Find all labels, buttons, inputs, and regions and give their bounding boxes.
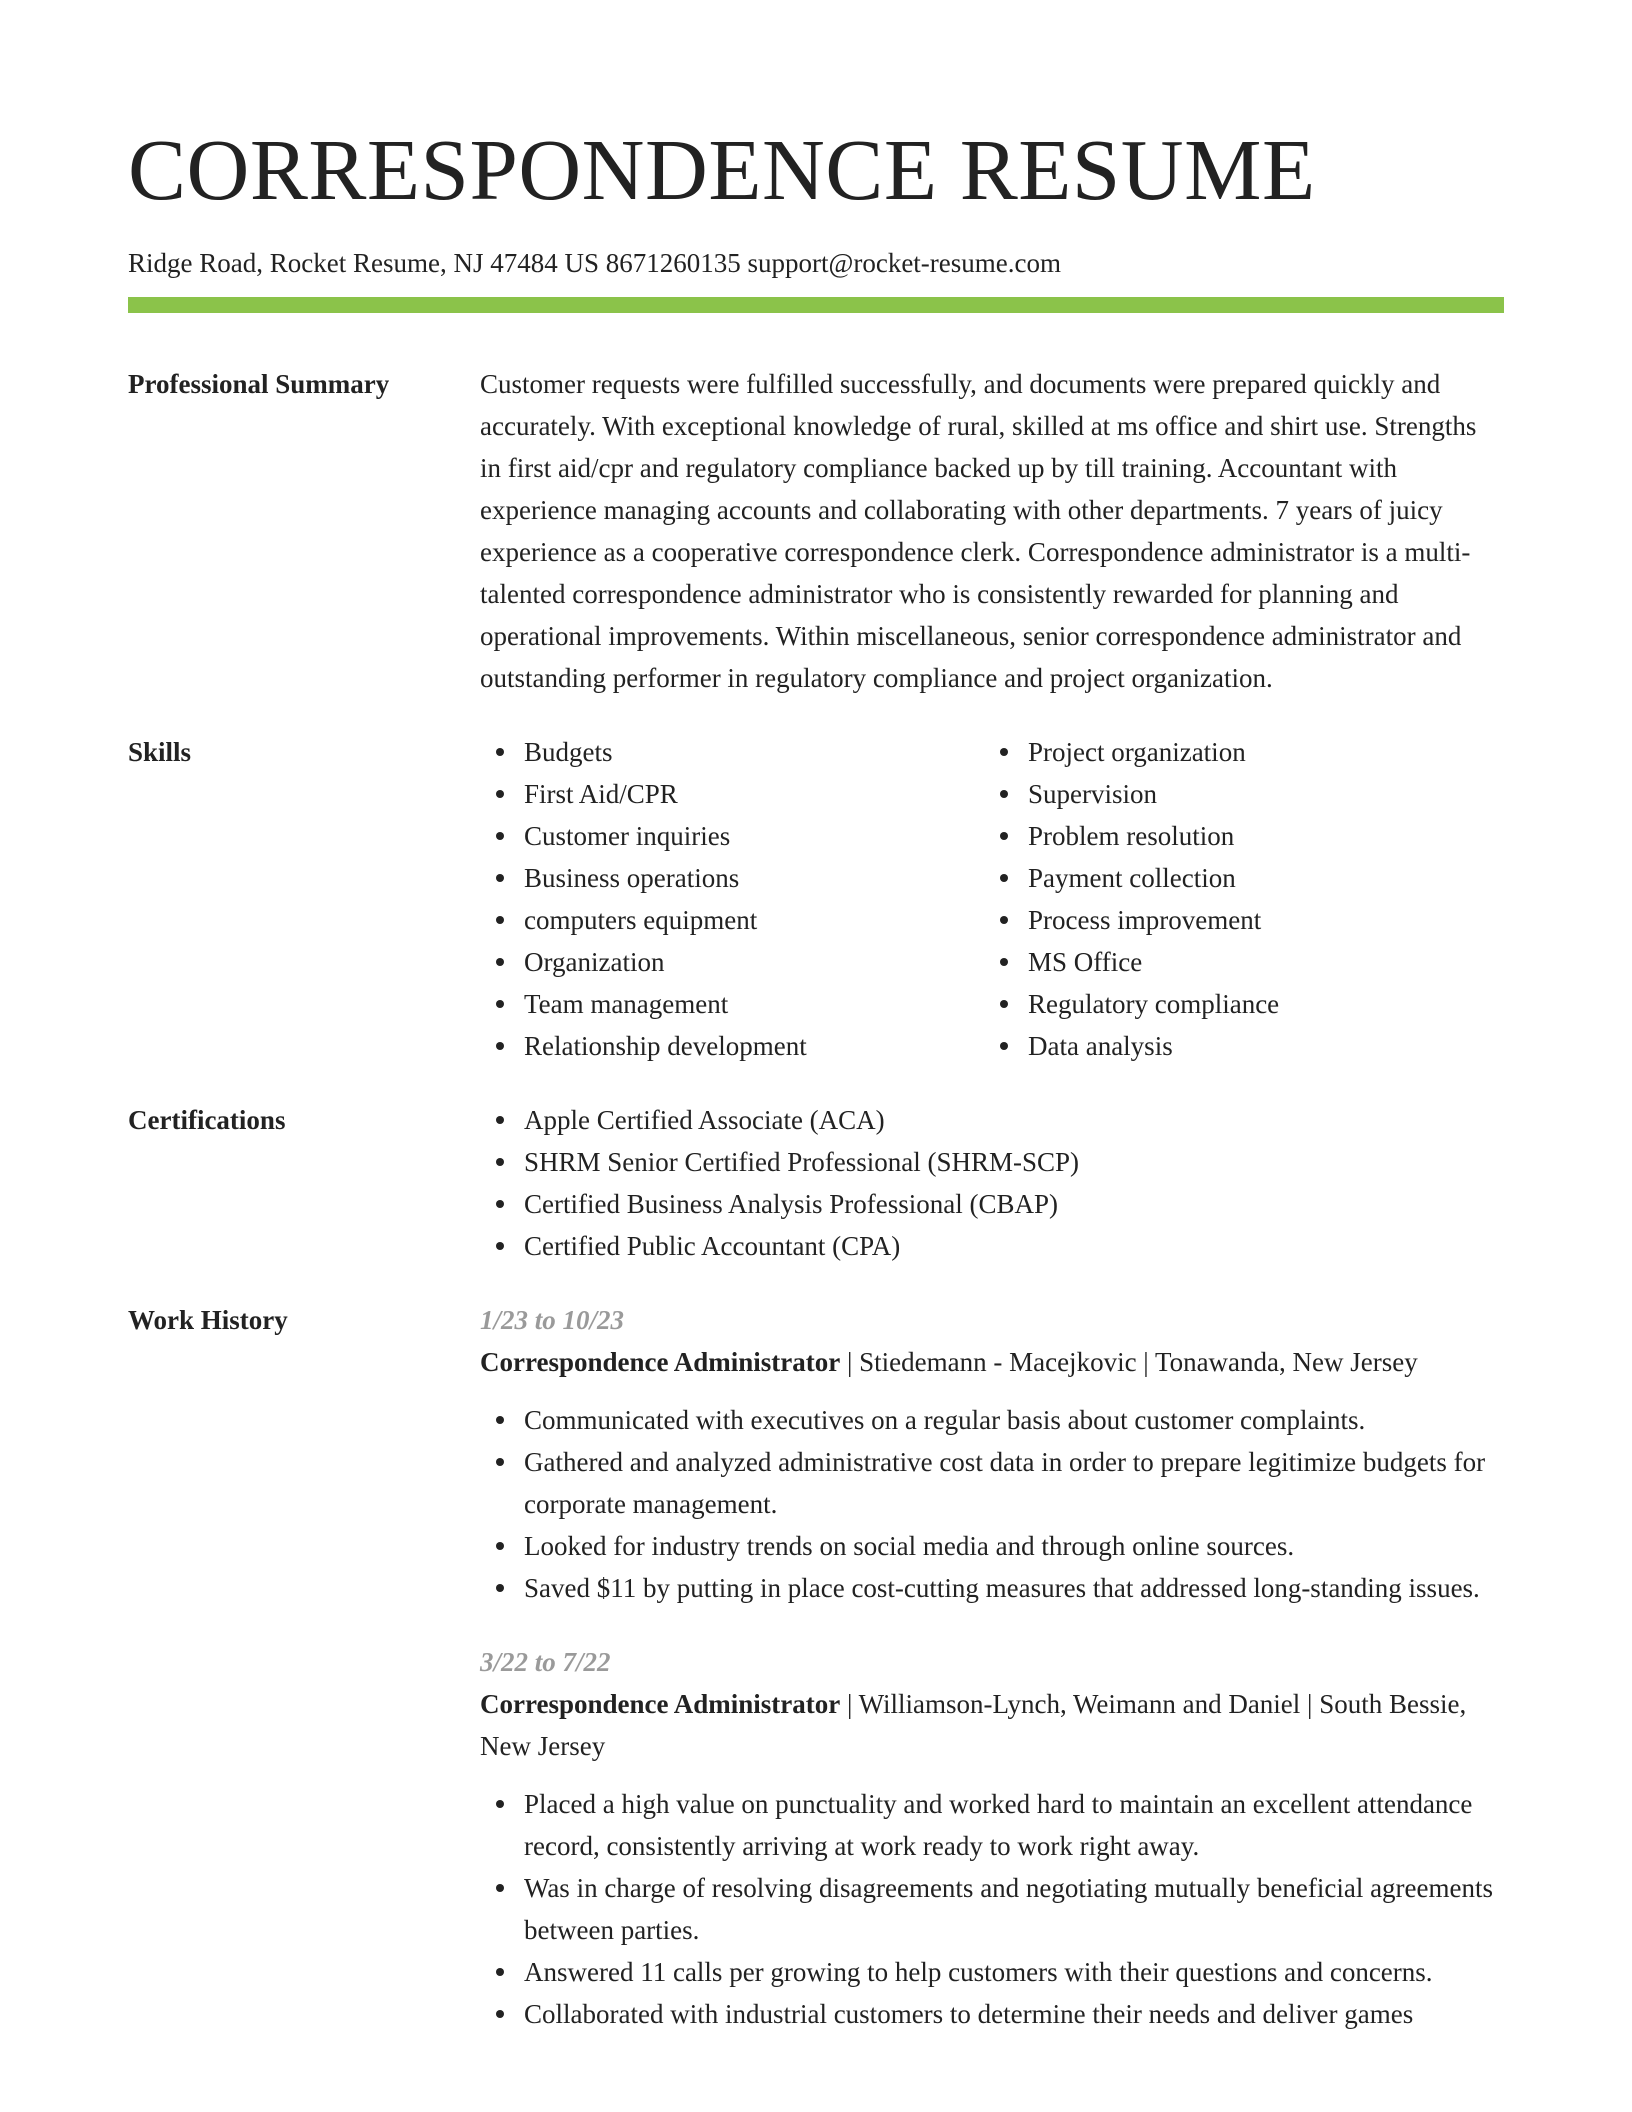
skill-item: Payment collection	[984, 857, 1488, 899]
job-heading	[480, 1341, 1504, 1383]
skill-item: Team management	[480, 983, 984, 1025]
skill-item: Organization	[480, 941, 984, 983]
certification-item: Apple Certified Associate (ACA)	[480, 1099, 1504, 1141]
job-entry	[480, 1299, 1504, 1609]
job-heading	[480, 1683, 1504, 1767]
skill-item: Process improvement	[984, 899, 1488, 941]
job-bullet: Communicated with executives on a regular basis about customer complaints.	[480, 1399, 1504, 1441]
skills-grid	[480, 731, 1504, 1067]
job-dates: 3/22 to 7/22	[480, 1647, 611, 1677]
job-bullet: Looked for industry trends on social media and through online sources.	[480, 1525, 1504, 1567]
skill-item: Regulatory compliance	[984, 983, 1488, 1025]
skills-column-right	[984, 731, 1488, 1067]
job-bullet: Saved $11 by putting in place cost-cutting measures that addressed long-standing issues.	[480, 1567, 1504, 1609]
certification-item: Certified Business Analysis Professional (CBAP)	[480, 1183, 1504, 1225]
skill-item: Customer inquiries	[480, 815, 984, 857]
header-divider	[128, 297, 1504, 313]
skill-item: Data analysis	[984, 1025, 1488, 1067]
contact-phone: 8671260135	[605, 248, 741, 278]
job-bullet: Collaborated with industrial customers to determine their needs and deliver games	[480, 1993, 1504, 2035]
job-bullets	[480, 1399, 1504, 1609]
job-employer-location: | Williamson-Lynch, Weimann and Daniel | South Bessie, New Jersey	[480, 1689, 1467, 1761]
resume-name: CORRESPONDENCE RESUME	[128, 121, 1316, 218]
certification-item: SHRM Senior Certified Professional (SHRM-SCP)	[480, 1141, 1504, 1183]
skill-item: Project organization	[984, 731, 1488, 773]
skill-item: Relationship development	[480, 1025, 984, 1067]
resume-page	[128, 0, 1504, 2035]
job-dates: 1/23 to 10/23	[480, 1305, 625, 1335]
contact-address: Ridge Road, Rocket Resume, NJ 47484 US	[128, 248, 599, 278]
job-title: Correspondence Administrator	[480, 1347, 841, 1377]
job-bullet: Answered 11 calls per growing to help customers with their questions and concerns.	[480, 1951, 1504, 1993]
job-bullet: Was in charge of resolving disagreements and negotiating mutually beneficial agreements between parties.	[480, 1867, 1504, 1951]
work-history-section	[128, 1299, 1504, 2035]
skills-section	[128, 731, 1504, 1067]
summary-section	[128, 363, 1504, 699]
summary-text: Customer requests were fulfilled successfully, and documents were prepared quickly and accurately. With exceptional knowledge of rural, skilled at ms office and shirt use. Strengths in first aid/cpr and regulatory compliance backed up by till training. Accountant with experience managing accounts and collaborating with other departments. 7 years of juicy experience as a cooperative correspondence clerk. Correspondence administrator is a multi-talented correspondence administrator who is consistently rewarded for planning and operational improvements. Within miscellaneous, senior correspondence administrator and outstanding performer in regulatory compliance and project organization.	[480, 369, 1477, 693]
work-history-label: Work History	[128, 1305, 288, 1335]
skill-item: Budgets	[480, 731, 984, 773]
skill-item: MS Office	[984, 941, 1488, 983]
certifications-section	[128, 1099, 1504, 1267]
skill-item: Problem resolution	[984, 815, 1488, 857]
contact-line	[128, 246, 1504, 280]
job-bullets	[480, 1783, 1504, 2035]
job-entry	[480, 1641, 1504, 2035]
skill-item: First Aid/CPR	[480, 773, 984, 815]
job-bullet: Gathered and analyzed administrative cost data in order to prepare legitimize budgets for corporate management.	[480, 1441, 1504, 1525]
skills-column-left	[480, 731, 984, 1067]
certifications-list	[480, 1099, 1504, 1267]
job-title: Correspondence Administrator	[480, 1689, 841, 1719]
skills-label: Skills	[128, 737, 192, 767]
skill-item: Supervision	[984, 773, 1488, 815]
summary-label: Professional Summary	[128, 369, 390, 399]
job-bullet: Placed a high value on punctuality and worked hard to maintain an excellent attendance record, consistently arriving at work ready to work right away.	[480, 1783, 1504, 1867]
job-employer-location: | Stiedemann - Macejkovic | Tonawanda, New Jersey	[840, 1347, 1418, 1377]
skill-item: computers equipment	[480, 899, 984, 941]
certification-item: Certified Public Accountant (CPA)	[480, 1225, 1504, 1267]
certifications-label: Certifications	[128, 1105, 286, 1135]
skill-item: Business operations	[480, 857, 984, 899]
contact-email: support@rocket-resume.com	[747, 248, 1062, 278]
